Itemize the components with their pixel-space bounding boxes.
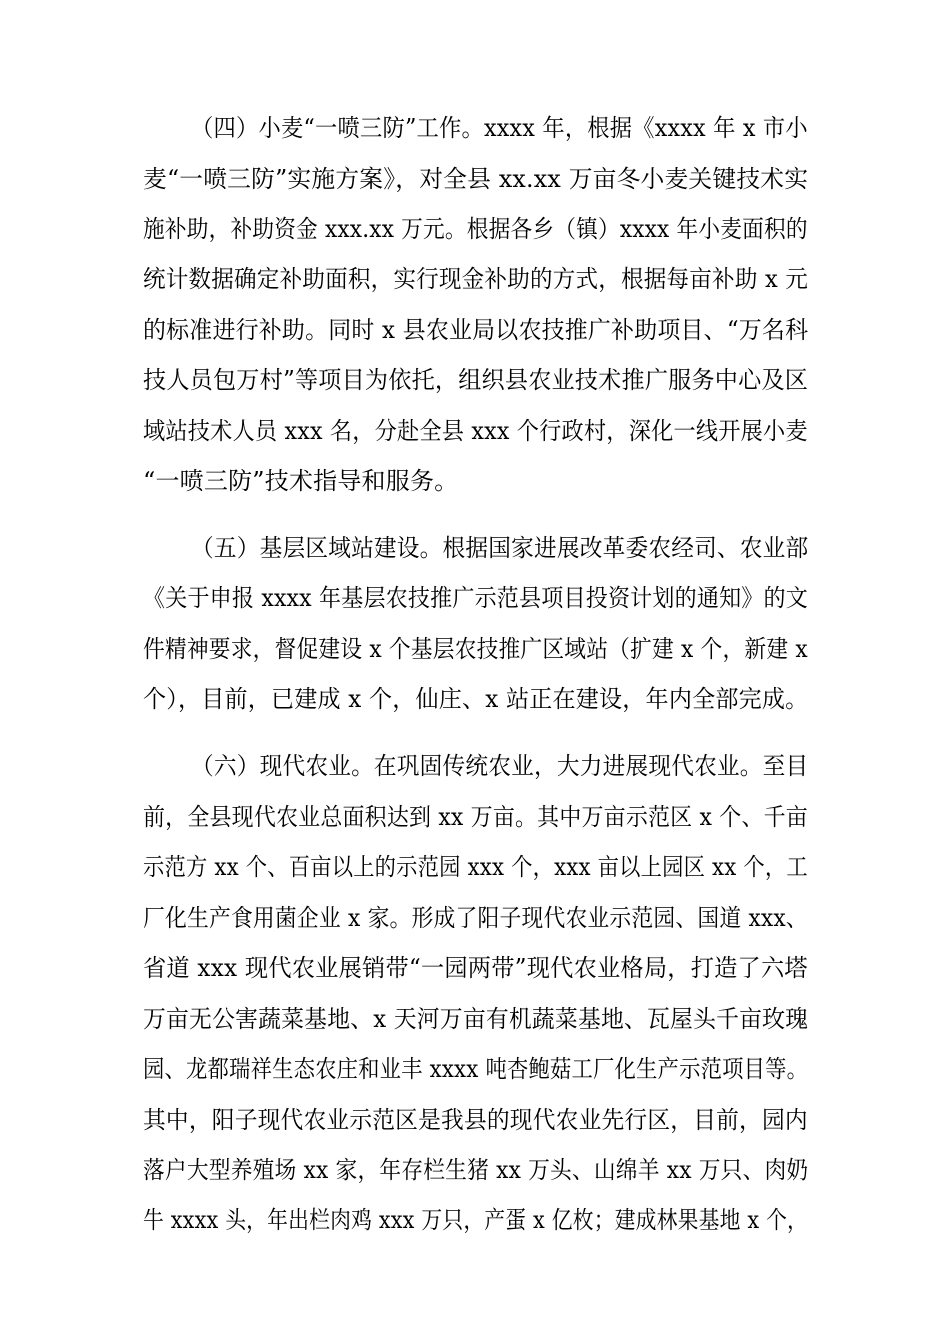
text-line: 其中，阳子现代农业示范区是我县的现代农业先行区，目前，园内 bbox=[143, 1106, 808, 1134]
text-line: 施补助，补助资金 xxx.xx 万元。根据各乡（镇）xxxx 年小麦面积的 bbox=[143, 215, 808, 243]
text-line: （六）现代农业。在巩固传统农业，大力进展现代农业。至目 bbox=[191, 752, 809, 780]
text-line: 个），目前，已建成 x 个，仙庄、x 站正在建设，年内全部完成。 bbox=[143, 685, 809, 713]
text-line: 的标准进行补助。同时 x 县农业局以农技推广补助项目、“万名科 bbox=[143, 316, 809, 344]
text-line: （四）小麦“一喷三防”工作。xxxx 年，根据《xxxx 年 x 市小 bbox=[191, 114, 808, 142]
text-line: 万亩无公害蔬菜基地、x 天河万亩有机蔬菜基地、瓦屋头千亩玫瑰 bbox=[143, 1005, 809, 1033]
text-line: 件精神要求，督促建设 x 个基层农技推广区域站（扩建 x 个，新建 x bbox=[143, 635, 808, 663]
text-line: 统计数据确定补助面积，实行现金补助的方式，根据每亩补助 x 元 bbox=[143, 265, 809, 293]
text-line: （五）基层区域站建设。根据国家进展改革委农经司、农业部 bbox=[191, 534, 809, 562]
text-line: 《关于申报 xxxx 年基层农技推广示范县项目投资计划的通知》的文 bbox=[143, 584, 808, 612]
text-line: 落户大型养殖场 xx 家，年存栏生猪 xx 万头、山绵羊 xx 万只、肉奶 bbox=[143, 1156, 809, 1184]
text-line: 麦“一喷三防”实施方案》，对全县 xx.xx 万亩冬小麦关键技术实 bbox=[143, 165, 809, 193]
text-line: 园、龙都瑞祥生态农庄和业丰 xxxx 吨杏鲍菇工厂化生产示范项目等。 bbox=[143, 1055, 809, 1083]
text-line: “一喷三防”技术指导和服务。 bbox=[143, 467, 459, 495]
text-line: 省道 xxx 现代农业展销带“一园两带”现代农业格局，打造了六塔 bbox=[143, 954, 808, 982]
text-line: 厂化生产食用菌企业 x 家。形成了阳子现代农业示范园、国道 xxx、 bbox=[143, 904, 808, 932]
text-line: 技人员包万村”等项目为依托，组织县农业技术推广服务中心及区 bbox=[143, 366, 809, 394]
text-line: 示范方 xx 个、百亩以上的示范园 xxx 个，xxx 亩以上园区 xx 个，工 bbox=[143, 853, 808, 881]
text-line: 牛 xxxx 头，年出栏肉鸡 xxx 万只，产蛋 x 亿枚；建成林果基地 x 个， bbox=[143, 1206, 809, 1234]
text-line: 前，全县现代农业总面积达到 xx 万亩。其中万亩示范区 x 个、千亩 bbox=[143, 803, 808, 831]
text-line: 域站技术人员 xxx 名，分赴全县 xxx 个行政村，深化一线开展小麦 bbox=[143, 417, 808, 445]
